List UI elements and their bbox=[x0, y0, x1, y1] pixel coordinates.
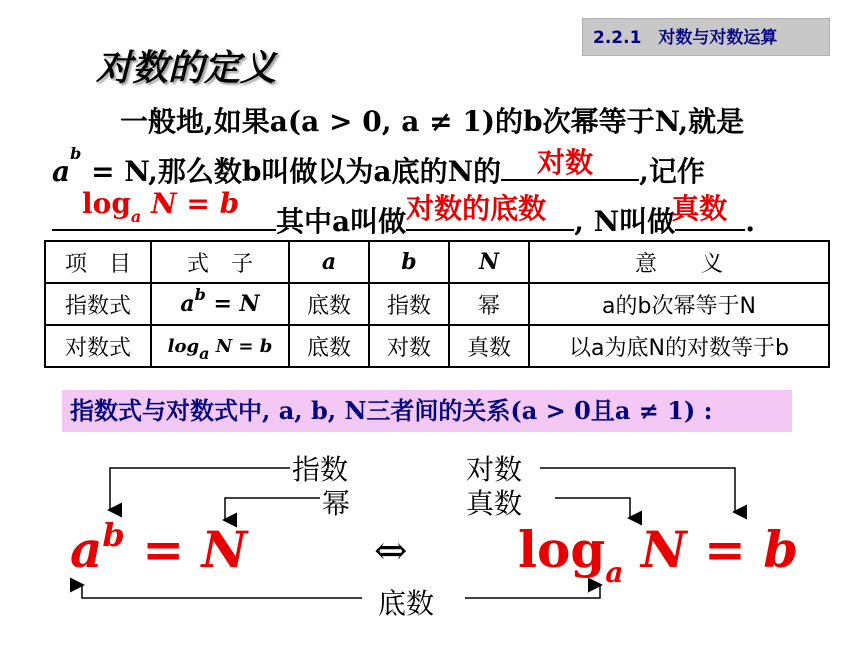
arrow-log bbox=[540, 468, 735, 512]
answer-log-sub: a bbox=[130, 207, 142, 226]
page-title: 对数的定义 bbox=[96, 48, 277, 89]
th-b: b bbox=[369, 241, 449, 283]
answer-base: 对数的底数 bbox=[406, 192, 547, 225]
arrow-exponent bbox=[110, 468, 290, 510]
relation-banner: 指数式与对数式中, a, b, N三者间的关系(a > 0且a ≠ 1) : bbox=[62, 390, 792, 432]
th-meaning: 意 义 bbox=[529, 241, 829, 283]
logarithmic-form bbox=[518, 520, 799, 589]
exp-b: b bbox=[102, 516, 125, 554]
th-n: N bbox=[449, 241, 529, 283]
log-sub: a bbox=[605, 556, 624, 589]
log-tail: N = b bbox=[623, 520, 799, 579]
formula-log: log bbox=[167, 335, 200, 357]
exp-eq: = N bbox=[124, 520, 248, 579]
row-name: 指数式 bbox=[45, 283, 151, 325]
label-base: 底数 bbox=[378, 587, 435, 620]
row-name: 对数式 bbox=[45, 325, 151, 367]
log-word: log bbox=[518, 520, 606, 579]
def-b-exp: b bbox=[70, 144, 82, 163]
arrow-power bbox=[225, 498, 320, 520]
def-a: a bbox=[52, 155, 71, 188]
th-formula: 式 子 bbox=[151, 241, 289, 283]
row-n: 幂 bbox=[449, 283, 529, 325]
section-tag: 2.2.1 对数与对数运算 bbox=[582, 18, 830, 56]
answer-log-word: log bbox=[82, 187, 131, 220]
arrow-base-left bbox=[82, 585, 362, 598]
definition-line-1: 一般地,如果a(a > 0, a ≠ 1)的b次幂等于N,就是 bbox=[120, 105, 745, 138]
row-b: 指数 bbox=[369, 283, 449, 325]
answer-log-term: 对数 bbox=[537, 146, 594, 179]
th-a: a bbox=[289, 241, 369, 283]
formula-exp: b bbox=[194, 285, 206, 304]
exponential-form bbox=[70, 516, 248, 579]
row-n: 真数 bbox=[449, 325, 529, 367]
row-b: 对数 bbox=[369, 325, 449, 367]
def-mid: = N,那么数b叫做以为a底的N的 bbox=[81, 155, 502, 188]
arrow-true bbox=[555, 498, 630, 518]
exp-a: a bbox=[70, 520, 103, 579]
label-true-number: 真数 bbox=[466, 487, 523, 520]
def-suffix: ,记作 bbox=[639, 155, 705, 188]
equivalence-arrow: ⇔ bbox=[374, 528, 408, 574]
label-log: 对数 bbox=[466, 453, 523, 486]
formula-tail: = N bbox=[205, 291, 260, 317]
def-end: . bbox=[745, 205, 755, 238]
formula-tail: N = b bbox=[209, 335, 273, 357]
def-mid-3: 其中a叫做 bbox=[276, 205, 407, 238]
def-mid-3b: , N叫做 bbox=[574, 205, 676, 238]
row-meaning: 以a为底N的对数等于b bbox=[529, 325, 829, 367]
row-meaning: a的b次幂等于N bbox=[529, 283, 829, 325]
label-exponent: 指数 bbox=[292, 453, 349, 486]
th-item: 项 目 bbox=[45, 241, 151, 283]
label-power: 幂 bbox=[322, 487, 351, 520]
row-a: 底数 bbox=[289, 283, 369, 325]
arrow-base-right bbox=[465, 585, 600, 598]
row-a: 底数 bbox=[289, 325, 369, 367]
formula-sub: a bbox=[199, 343, 210, 363]
formula-base: a bbox=[180, 291, 195, 317]
answer-true-number: 真数 bbox=[671, 192, 728, 225]
answer-log-tail: N = b bbox=[141, 187, 240, 220]
